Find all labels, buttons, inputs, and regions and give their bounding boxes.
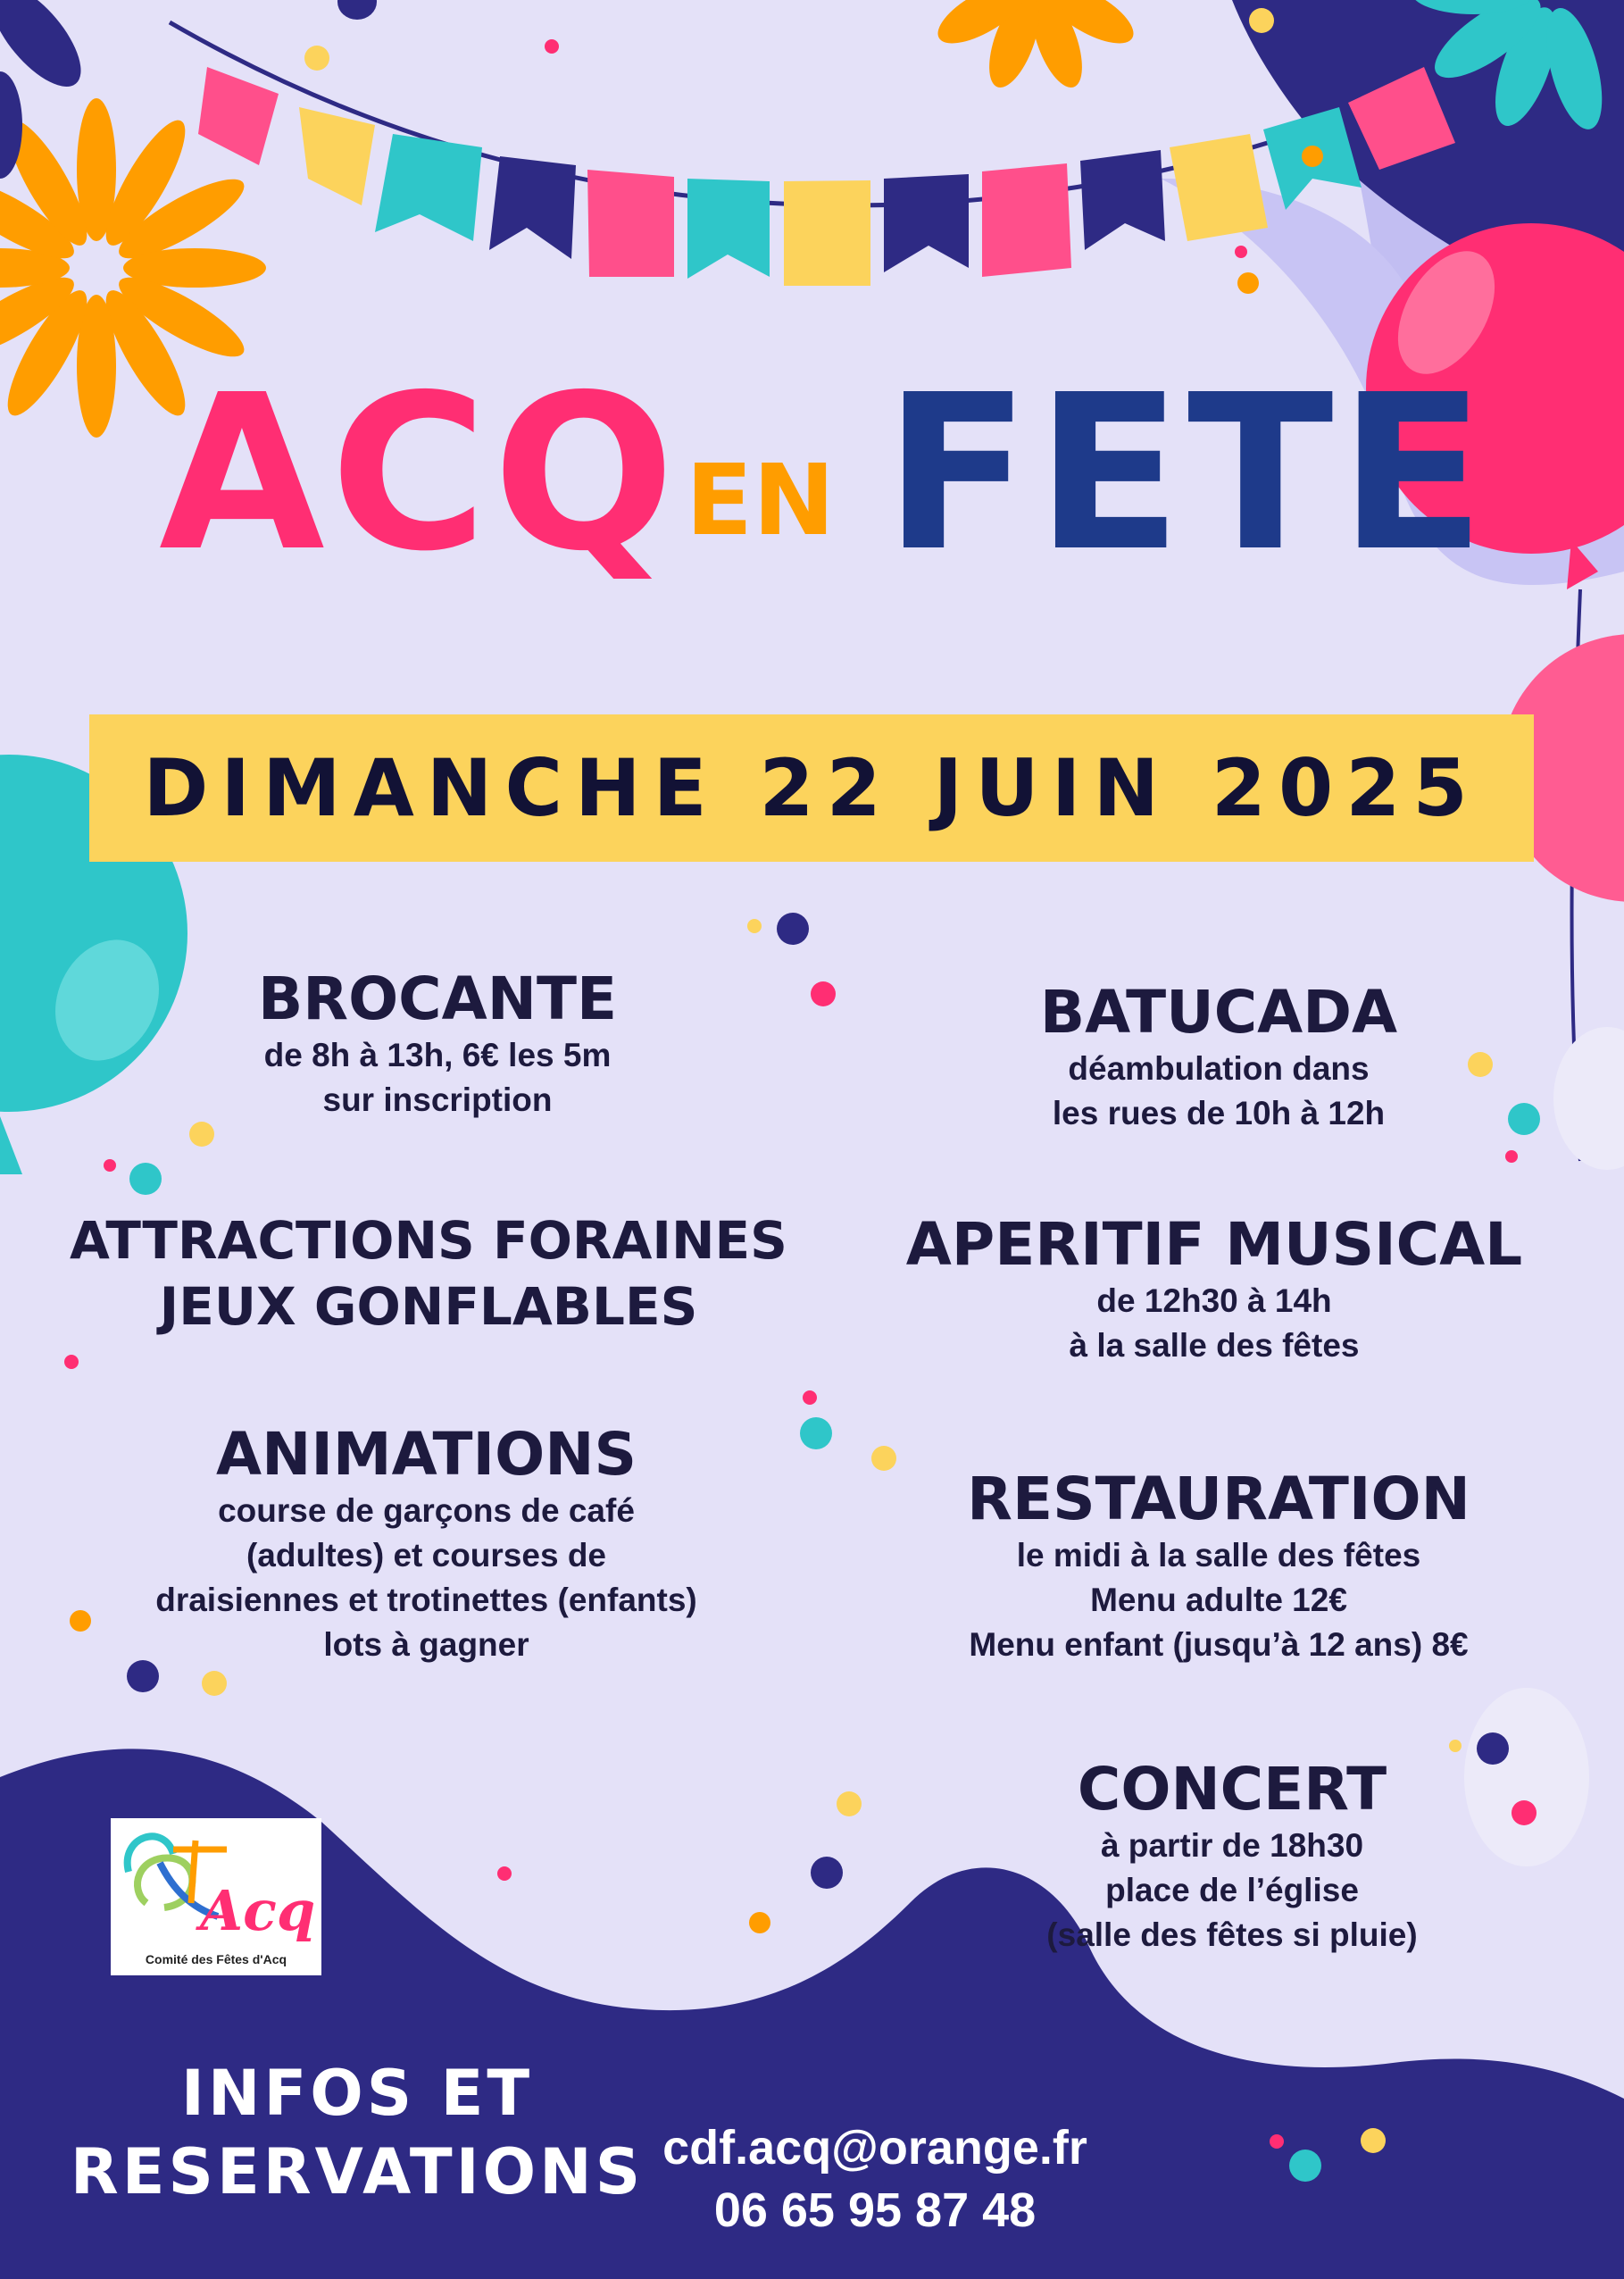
balloon-knot (0, 1116, 22, 1174)
event-detail: course de garçons de café (218, 1492, 635, 1529)
event-detail: déambulation dans (1068, 1050, 1370, 1087)
event-concert (937, 1755, 1527, 1958)
event-batucada (937, 978, 1500, 1136)
event-detail: draisiennes et trotinettes (enfants) (155, 1582, 697, 1618)
infos-line-1: INFOS ET (180, 2057, 534, 2130)
event-detail: (salle des fêtes si pluie) (1046, 1916, 1418, 1953)
navy-dot (337, 0, 377, 20)
event-heading-secondary: JEUX GONFLABLES (159, 1276, 698, 1337)
event-brocante (170, 964, 705, 1123)
event-restauration (902, 1465, 1536, 1667)
event-heading: CONCERT (1077, 1755, 1387, 1824)
event-detail: sur inscription (322, 1081, 553, 1118)
bunting-flag (375, 134, 482, 241)
event-detail: de 8h à 13h, 6€ les 5m (263, 1037, 612, 1073)
event-animations (71, 1420, 781, 1667)
logo-wordmark: Acq (200, 1878, 316, 1943)
event-heading: ANIMATIONS (216, 1420, 637, 1489)
event-detail: place de l’église (1105, 1872, 1359, 1908)
bunting-flag (587, 170, 674, 277)
event-detail: de 12h30 à 14h (1096, 1282, 1332, 1319)
event-detail: Menu enfant (jusqu’à 12 ans) 8€ (969, 1626, 1469, 1663)
event-detail: les rues de 10h à 12h (1052, 1095, 1386, 1131)
faint-balloon (1553, 1027, 1624, 1170)
event-heading: ATTRACTIONS FORAINES (70, 1210, 787, 1271)
bunting-flag (982, 163, 1071, 277)
bunting-flag (784, 180, 870, 286)
event-heading: BATUCADA (1039, 978, 1398, 1047)
contact-email[interactable]: cdf.acq@orange.fr (662, 2121, 1087, 2175)
bunting-flag (884, 174, 969, 272)
event-detail: le midi à la salle des fêtes (1016, 1537, 1421, 1574)
bunting-flag (1080, 150, 1165, 250)
bunting-flag (489, 156, 576, 259)
date-banner (89, 714, 1534, 862)
event-detail: à la salle des fêtes (1069, 1327, 1360, 1364)
title-acq: ACQ (159, 348, 680, 598)
event-heading: RESTAURATION (967, 1465, 1470, 1533)
bunting-flag (1170, 134, 1268, 241)
event-heading: APERITIF MUSICAL (905, 1210, 1523, 1279)
contact-phone[interactable]: 06 65 95 87 48 (713, 2183, 1037, 2237)
infos-reservations (54, 2054, 661, 2211)
event-detail: Menu adulte 12€ (1090, 1582, 1347, 1618)
title-fete: FETE (884, 348, 1491, 598)
event-detail: (adultes) et courses de (246, 1537, 606, 1574)
comite-logo (111, 1818, 321, 1975)
bunting-flag (299, 107, 375, 205)
bunting-flag (687, 179, 770, 279)
event-aperitif (875, 1210, 1553, 1368)
contact-info (661, 2116, 1089, 2241)
event-date: DIMANCHE 22 JUIN 2025 (143, 742, 1480, 834)
logo-caption: Comité des Fêtes d'Acq (145, 1952, 287, 1966)
event-heading: BROCANTE (257, 964, 618, 1033)
infos-line-2: RESERVATIONS (70, 2135, 645, 2208)
orange-flower-top (929, 0, 1143, 94)
event-detail: à partir de 18h30 (1100, 1827, 1364, 1864)
title-en: EN (686, 443, 836, 557)
event-detail: lots à gagner (323, 1626, 529, 1663)
bunting-flag (198, 67, 279, 165)
event-attractions (54, 1207, 804, 1340)
